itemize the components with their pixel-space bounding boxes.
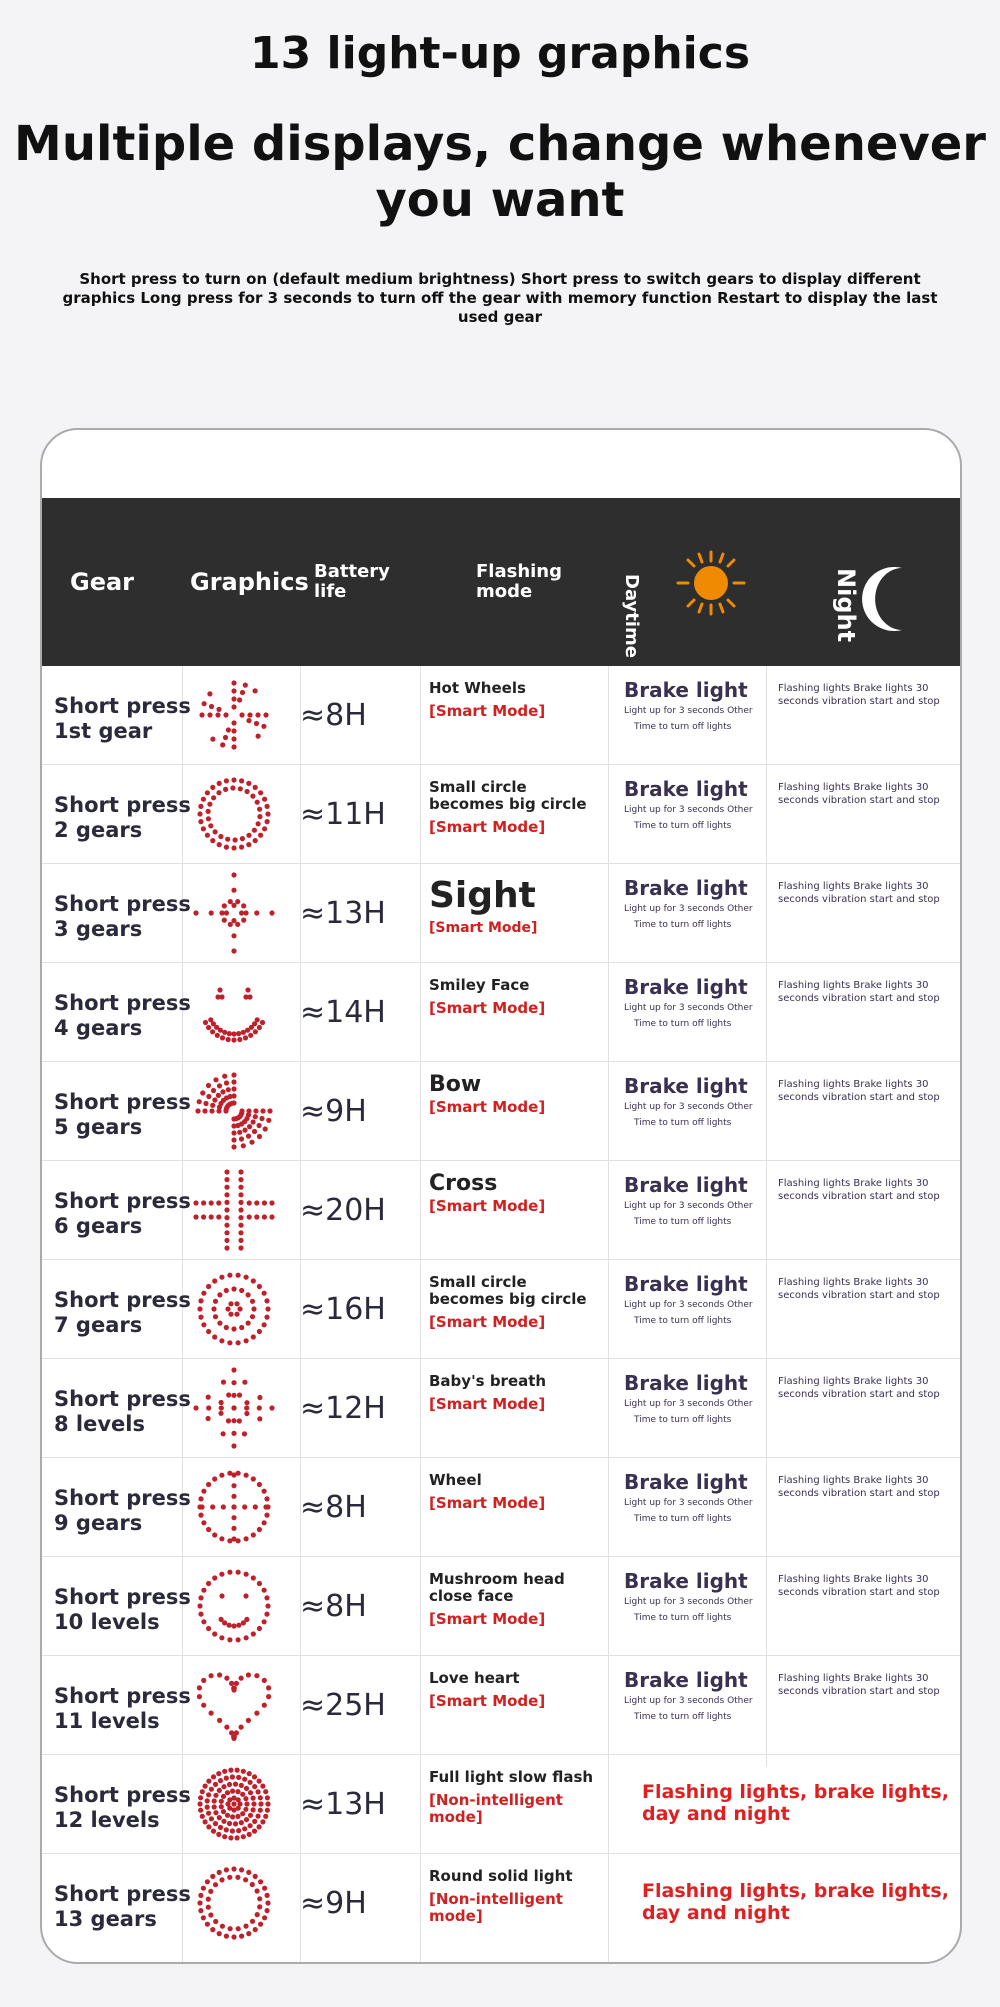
battery-life: ≈13H bbox=[300, 1787, 386, 1822]
night-cell: Flashing lights Brake lights 30 seconds vibration start and stop bbox=[778, 1475, 940, 1499]
night-cell: Flashing lights Brake lights 30 seconds vibration start and stop bbox=[778, 1079, 940, 1103]
daytime-note: Light up for 3 seconds Other bbox=[624, 1597, 753, 1607]
brake-light-label: Brake light bbox=[624, 1668, 748, 1692]
moon-icon bbox=[862, 564, 922, 634]
brake-light-label: Brake light bbox=[624, 1371, 748, 1395]
daytime-note: Light up for 3 seconds Other bbox=[624, 1498, 753, 1508]
gear-table-card bbox=[40, 428, 962, 1964]
flashing-mode bbox=[429, 680, 599, 720]
mode-note: [Smart Mode] bbox=[429, 920, 538, 936]
daytime-note: Light up for 3 seconds Other bbox=[624, 805, 753, 815]
table-row bbox=[42, 1854, 960, 1952]
night-cell: Flashing lights Brake lights 30 seconds vibration start and stop bbox=[778, 1376, 940, 1400]
daytime-note-2: Time to turn off lights bbox=[634, 1514, 732, 1524]
light-pattern-graphic bbox=[192, 871, 276, 955]
mode-note: [Smart Mode] bbox=[429, 1610, 546, 1628]
light-pattern-graphic bbox=[192, 1168, 276, 1252]
mode-name: Hot Wheels bbox=[429, 679, 526, 697]
page-subtitle: Multiple displays, change whenever you want bbox=[14, 116, 986, 228]
flashing-mode bbox=[429, 1868, 599, 1925]
flashing-mode bbox=[429, 1072, 599, 1116]
mode-name: Smiley Face bbox=[429, 976, 530, 994]
battery-life: ≈9H bbox=[300, 1886, 367, 1921]
mode-name: Baby's breath bbox=[429, 1372, 547, 1390]
light-pattern-graphic bbox=[192, 1069, 276, 1153]
table-row bbox=[42, 666, 960, 765]
table-header bbox=[42, 498, 960, 666]
gear-label: Short press 1st gear bbox=[54, 694, 191, 743]
gear-label: Short press 10 levels bbox=[54, 1585, 191, 1634]
daytime-cell bbox=[624, 975, 769, 1029]
table-row bbox=[42, 864, 960, 963]
daytime-cell bbox=[624, 777, 769, 831]
light-pattern-graphic bbox=[192, 1663, 276, 1747]
daytime-note: Light up for 3 seconds Other bbox=[624, 1300, 753, 1310]
brake-light-label: Brake light bbox=[624, 777, 748, 801]
gear-label: Short press 7 gears bbox=[54, 1288, 191, 1337]
mode-name: Bow bbox=[429, 1072, 482, 1097]
daytime-cell bbox=[624, 876, 769, 930]
flashing-mode bbox=[429, 1670, 599, 1710]
light-pattern-graphic bbox=[192, 1465, 276, 1549]
table-row bbox=[42, 1656, 960, 1755]
page-title: 13 light-up graphics bbox=[249, 28, 751, 79]
col-flashing-label: Flashing mode bbox=[476, 561, 563, 602]
brake-light-label: Brake light bbox=[624, 1074, 748, 1098]
battery-life: ≈8H bbox=[300, 1490, 367, 1525]
mode-note: [Smart Mode] bbox=[429, 818, 546, 836]
light-pattern-graphic bbox=[192, 1267, 276, 1351]
brake-light-label: Brake light bbox=[624, 876, 748, 900]
mode-name: Love heart bbox=[429, 1669, 520, 1687]
daytime-cell bbox=[624, 678, 769, 732]
light-pattern-graphic bbox=[192, 1366, 276, 1450]
light-pattern-graphic bbox=[192, 1861, 276, 1945]
mode-name: Full light slow flash bbox=[429, 1768, 594, 1786]
brake-light-label: Brake light bbox=[624, 975, 748, 999]
daytime-cell bbox=[624, 1371, 769, 1425]
daytime-cell bbox=[624, 1668, 769, 1722]
mode-note: [Smart Mode] bbox=[429, 1692, 546, 1710]
light-pattern-graphic bbox=[192, 772, 276, 856]
daytime-note-2: Time to turn off lights bbox=[634, 1019, 732, 1029]
gear-label: Short press 9 gears bbox=[54, 1486, 191, 1535]
gear-label: Short press 4 gears bbox=[54, 991, 191, 1040]
intro-text: Short press to turn on (default medium brightness) Short press to switch gears to display different graphics Long press for 3 seconds to turn off the gear with memory function Restart to display the last used gear bbox=[62, 270, 938, 326]
table-row bbox=[42, 1557, 960, 1656]
table-row bbox=[42, 1755, 960, 1854]
mode-note: [Non-intelligent mode] bbox=[429, 1890, 563, 1925]
mode-note: [Smart Mode] bbox=[429, 1098, 546, 1116]
sun-icon bbox=[666, 548, 756, 618]
battery-life: ≈11H bbox=[300, 797, 386, 832]
table-row bbox=[42, 1458, 960, 1557]
mode-name: Wheel bbox=[429, 1471, 482, 1489]
battery-life: ≈9H bbox=[300, 1094, 367, 1129]
daytime-cell bbox=[624, 1074, 769, 1128]
daytime-note-2: Time to turn off lights bbox=[634, 920, 732, 930]
flashing-mode bbox=[429, 1472, 599, 1512]
table-row bbox=[42, 1062, 960, 1161]
flashing-mode bbox=[429, 1769, 599, 1826]
light-pattern-graphic bbox=[192, 970, 276, 1054]
battery-life: ≈12H bbox=[300, 1391, 386, 1426]
battery-life: ≈8H bbox=[300, 1589, 367, 1624]
daytime-cell bbox=[624, 1272, 769, 1326]
gear-label: Short press 13 gears bbox=[54, 1882, 191, 1931]
battery-life: ≈8H bbox=[300, 698, 367, 733]
light-pattern-graphic bbox=[192, 1762, 276, 1846]
table-body bbox=[42, 666, 960, 1952]
daytime-note-2: Time to turn off lights bbox=[634, 1613, 732, 1623]
night-cell: Flashing lights Brake lights 30 seconds vibration start and stop bbox=[778, 1277, 940, 1301]
daytime-note: Light up for 3 seconds Other bbox=[624, 1201, 753, 1211]
brake-light-label: Brake light bbox=[624, 1272, 748, 1296]
col-daytime-label: Daytime bbox=[621, 574, 642, 659]
brake-light-label: Brake light bbox=[624, 1173, 748, 1197]
brake-light-label: Brake light bbox=[624, 1470, 748, 1494]
flashing-mode bbox=[429, 779, 599, 836]
mode-note: [Smart Mode] bbox=[429, 702, 546, 720]
daytime-note: Light up for 3 seconds Other bbox=[624, 1003, 753, 1013]
night-cell: Flashing lights Brake lights 30 seconds vibration start and stop bbox=[778, 1673, 940, 1697]
night-cell: Flashing lights Brake lights 30 seconds vibration start and stop bbox=[778, 782, 940, 806]
col-graphics-label: Graphics bbox=[190, 568, 309, 596]
daytime-note-2: Time to turn off lights bbox=[634, 722, 732, 732]
gear-label: Short press 6 gears bbox=[54, 1189, 191, 1238]
daytime-note: Light up for 3 seconds Other bbox=[624, 1399, 753, 1409]
mode-name: Small circle becomes big circle bbox=[429, 778, 587, 813]
daytime-note: Light up for 3 seconds Other bbox=[624, 1696, 753, 1706]
flashing-mode bbox=[429, 1274, 599, 1331]
flashing-mode bbox=[429, 1171, 599, 1215]
gear-label: Short press 8 levels bbox=[54, 1387, 191, 1436]
table-row bbox=[42, 963, 960, 1062]
mode-note: [Smart Mode] bbox=[429, 1395, 546, 1413]
light-pattern-graphic bbox=[192, 1564, 276, 1648]
mode-name: Sight bbox=[429, 875, 536, 916]
table-row bbox=[42, 1161, 960, 1260]
table-row bbox=[42, 1260, 960, 1359]
mode-name: Cross bbox=[429, 1171, 498, 1196]
mode-note: [Non-intelligent mode] bbox=[429, 1791, 563, 1826]
light-pattern-graphic bbox=[192, 673, 276, 757]
night-cell: Flashing lights Brake lights 30 seconds vibration start and stop bbox=[778, 980, 940, 1004]
battery-life: ≈20H bbox=[300, 1193, 386, 1228]
daytime-note: Light up for 3 seconds Other bbox=[624, 1102, 753, 1112]
mode-note: [Smart Mode] bbox=[429, 1313, 546, 1331]
daytime-note-2: Time to turn off lights bbox=[634, 1712, 732, 1722]
gear-label: Short press 11 levels bbox=[54, 1684, 191, 1733]
daytime-cell bbox=[624, 1470, 769, 1524]
gear-label: Short press 3 gears bbox=[54, 892, 191, 941]
mode-note: [Smart Mode] bbox=[429, 1197, 546, 1215]
daytime-note: Light up for 3 seconds Other bbox=[624, 904, 753, 914]
night-cell: Flashing lights Brake lights 30 seconds vibration start and stop bbox=[778, 683, 940, 707]
night-cell: Flashing lights Brake lights 30 seconds vibration start and stop bbox=[778, 881, 940, 905]
gear-label: Short press 5 gears bbox=[54, 1090, 191, 1139]
battery-life: ≈25H bbox=[300, 1688, 386, 1723]
daytime-cell bbox=[624, 1569, 769, 1623]
mode-note: [Smart Mode] bbox=[429, 1494, 546, 1512]
col-night-label: Night bbox=[832, 568, 860, 643]
mode-name: Small circle becomes big circle bbox=[429, 1273, 587, 1308]
brake-light-label: Brake light bbox=[624, 1569, 748, 1593]
flashing-mode bbox=[429, 977, 599, 1017]
night-cell: Flashing lights Brake lights 30 seconds vibration start and stop bbox=[778, 1574, 940, 1598]
gear-label: Short press 12 levels bbox=[54, 1783, 191, 1832]
daytime-note-2: Time to turn off lights bbox=[634, 1316, 732, 1326]
table-row bbox=[42, 765, 960, 864]
mode-name: Mushroom head close face bbox=[429, 1570, 565, 1605]
daytime-note-2: Time to turn off lights bbox=[634, 1217, 732, 1227]
daytime-note-2: Time to turn off lights bbox=[634, 1415, 732, 1425]
battery-life: ≈14H bbox=[300, 995, 386, 1030]
col-gear-label: Gear bbox=[70, 568, 135, 596]
flashing-mode bbox=[429, 1571, 599, 1628]
mode-name: Round solid light bbox=[429, 1867, 573, 1885]
night-cell: Flashing lights Brake lights 30 seconds vibration start and stop bbox=[778, 1178, 940, 1202]
brake-light-label: Brake light bbox=[624, 678, 748, 702]
day-night-note: Flashing lights, brake lights, day and night bbox=[642, 1781, 949, 1825]
daytime-cell bbox=[624, 1173, 769, 1227]
daytime-note-2: Time to turn off lights bbox=[634, 1118, 732, 1128]
daytime-note: Light up for 3 seconds Other bbox=[624, 706, 753, 716]
battery-life: ≈13H bbox=[300, 896, 386, 931]
flashing-mode bbox=[429, 1373, 599, 1413]
battery-life: ≈16H bbox=[300, 1292, 386, 1327]
flashing-mode bbox=[429, 875, 599, 946]
gear-label: Short press 2 gears bbox=[54, 793, 191, 842]
table-row bbox=[42, 1359, 960, 1458]
day-night-note: Flashing lights, brake lights, day and night bbox=[642, 1880, 949, 1924]
mode-note: [Smart Mode] bbox=[429, 999, 546, 1017]
daytime-note-2: Time to turn off lights bbox=[634, 821, 732, 831]
col-battery-label: Battery life bbox=[314, 561, 390, 602]
